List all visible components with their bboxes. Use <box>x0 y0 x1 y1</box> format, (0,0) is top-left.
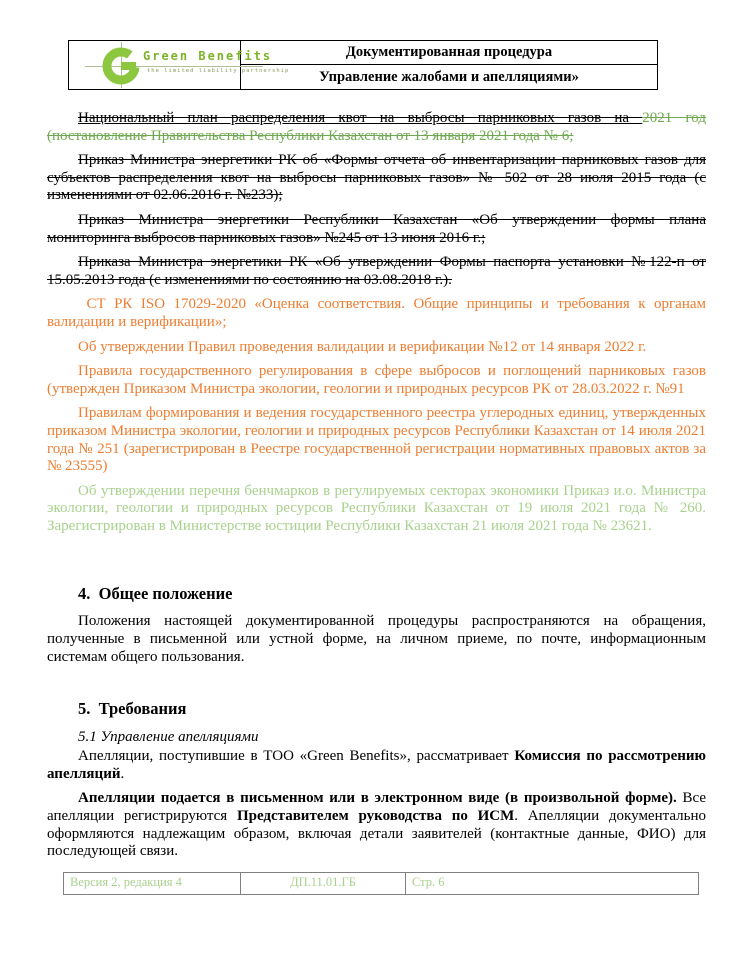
section-gap <box>47 542 706 584</box>
reference-paragraph-2: Приказ Министра энергетики РК об «Формы отчета об инвентаризации парниковых газов для субъектов распределения квот на выбросы парниковых газов» № 502 от 28 июля 2015 года (с изменениями от 02.06.2016 г. №233); <box>47 152 706 204</box>
section-4-heading: 4. Общее положение <box>78 584 233 604</box>
green-benefits-logo <box>85 42 290 88</box>
section-5-paragraph-2: Апелляции подается в письменном или в электронном виде (в произвольной форме). Все апелляции регистрируются Представителем руководства по ИСМ. Апелляции документально оформляются надлежащим образом, включая детали заявителей (контактные данные, ФИО) для последующей связи. <box>47 790 706 860</box>
logo-g-icon <box>99 44 143 88</box>
reference-paragraph-9: Об утверждении перечня бенчмарков в регулируемых секторах экономики Приказ и.о. Министра экологии, геологии и природных ресурсов Республики Казахстан от 19 июля 2021 года № 260. Зарегистрирован в Министерстве юстиции Республики Казахстан 21 июля 2021 года № 23621. <box>47 482 706 534</box>
doc-name-title: Управление жалобами и апелляциями» <box>319 68 579 85</box>
reference-paragraph-4: Приказа Министра энергетики РК «Об утверждении Формы паспорта установки №122-п от 15.05.2013 года (с изменениями по состоянию на 03.08.2018 г.). <box>47 254 706 288</box>
section-5-paragraph-1: Апелляции, поступившие в ТОО «Green Benefits», рассматривает Комиссия по рассмотрению апелляций. <box>47 748 706 782</box>
section-gap <box>47 673 706 699</box>
section-5-1-subheading: 5.1 Управление апелляциями <box>78 729 259 746</box>
section-5-heading: 5. Требования <box>78 699 187 719</box>
footer-version: Версия 2, редакция 4 <box>64 873 241 894</box>
header-title-cells <box>241 41 657 89</box>
section-4-paragraph: Положения настоящей документированной процедуры распространяются на обращения, полученные в письменной или устной форме, на личном приеме, по почте, информационным системам общего пользования. <box>47 613 706 665</box>
logo-brand-text: Green Benefits <box>143 49 273 63</box>
doc-type-title: Документированная процедура <box>241 41 657 65</box>
reference-paragraph-8: Правилам формирования и ведения государственного реестра углеродных единиц, утвержденных приказом Министра экологии, геологии и природных ресурсов Республики Казахстан от 14 июля 2021 года № 251 (зарегистрирован в Реестре государственной регистрации нормативных правовых актов за № 23555) <box>47 405 706 475</box>
reference-paragraph-6: Об утверждении Правил проведения валидации и верификации №12 от 14 января 2022 г. <box>78 338 647 355</box>
document-body <box>47 110 706 868</box>
reference-paragraph-7: Правила государственного регулирования в сфере выбросов и поглощений парниковых газов (утвержден Приказом Министра экологии, геологии и природных ресурсов РК от 28.03.2022 г. №91 <box>47 363 706 397</box>
reference-paragraph-5: СТ РК ISO 17029-2020 «Оценка соответствия. Общие принципы и требования к органам валидации и верификации»; <box>47 296 706 330</box>
footer-page-number: Стр. 6 <box>412 875 445 889</box>
document-header-table <box>68 40 658 90</box>
footer-doc-code: ДП.11.01.ГБ <box>241 873 406 894</box>
logo-tagline: the limited liability partnership <box>147 68 290 74</box>
logo-cell <box>69 41 290 89</box>
reference-paragraph-1: Национальный план распределения квот на выбросы парниковых газов на 2021 год (постановление Правительства Республики Казахстан от 13 января 2021 года № 6; <box>47 110 707 144</box>
document-footer-table <box>63 872 699 895</box>
reference-paragraph-3: Приказ Министра энергетики Республики Казахстан «Об утверждении формы плана мониторинга выбросов парниковых газов» №245 от 13 июня 2016 г.; <box>47 211 706 246</box>
